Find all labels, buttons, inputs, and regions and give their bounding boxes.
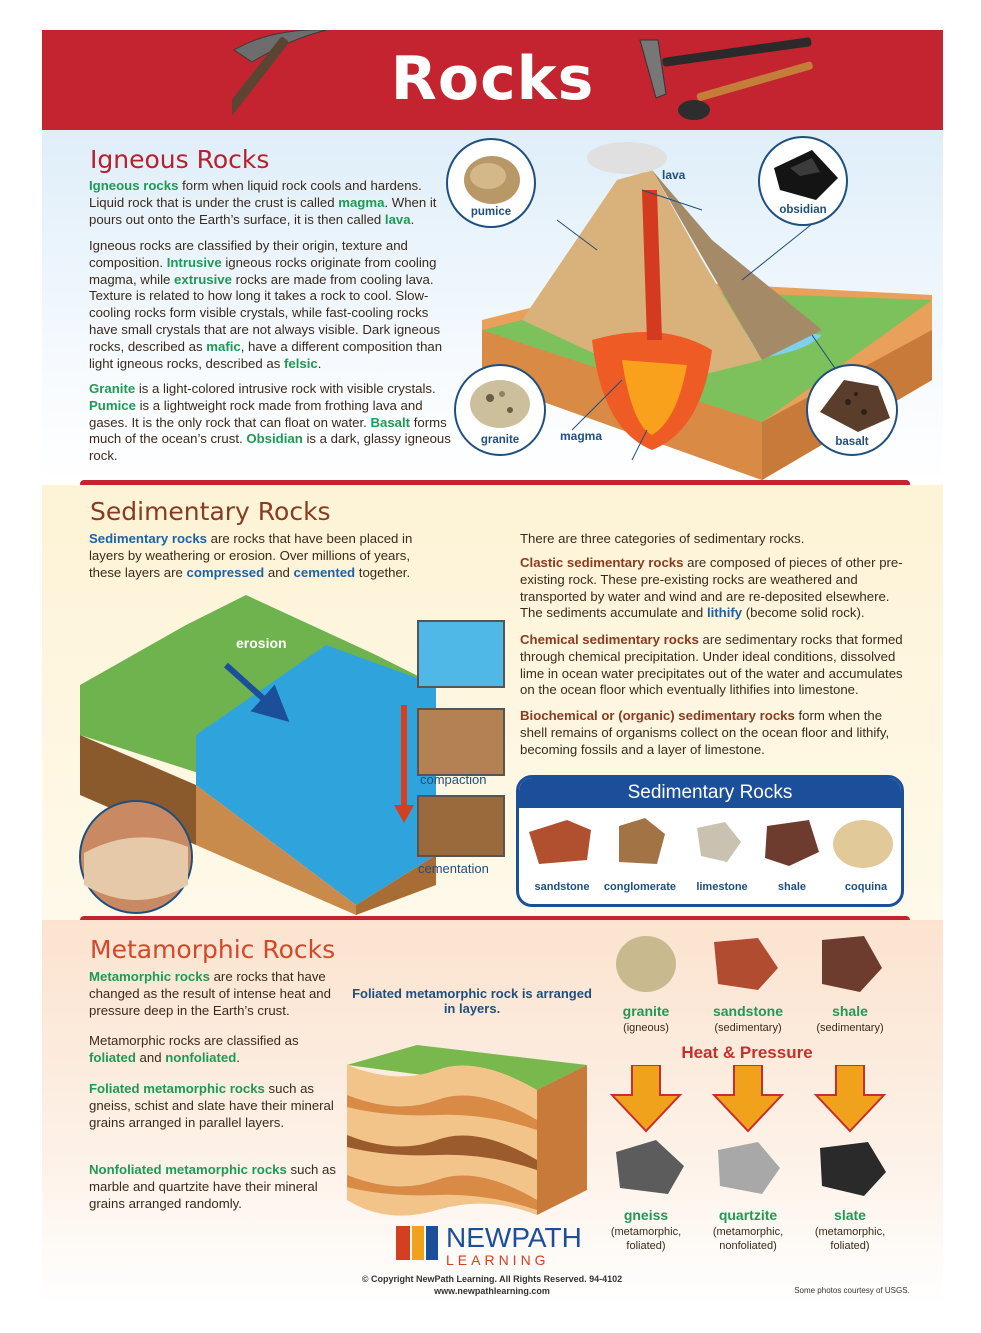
sedimentary-intro [520, 531, 905, 548]
text-run: form when the shell remains of organisms collect on the ocean floor and lithify, becoming fossils and a layer of limestone. [520, 708, 890, 757]
text-run: together. [355, 564, 411, 580]
slate-label: slate [834, 1207, 866, 1223]
text-run: Biochemical or (organic) sedimentary rocks [520, 708, 795, 723]
chemical-paragraph [520, 632, 905, 699]
text-run: are composed of pieces of other pre-existing rock. These pre-existing rocks are weathered and transported by water and wind and are re-deposited elsewhere. The sediments accumulate and [520, 555, 903, 621]
text-run: Foliated metamorphic rocks [89, 1081, 265, 1096]
text-run: lava [384, 211, 411, 227]
photo-credit: Some photos courtesy of USGS. [794, 1286, 910, 1295]
text-run: Igneous rocks are classified by their origin, texture and composition. [89, 238, 408, 270]
pumice-sample [446, 138, 536, 228]
text-run: Igneous rocks [89, 178, 179, 193]
pumice-label: pumice [470, 206, 512, 218]
gneiss-label: gneiss [623, 1207, 669, 1223]
text-run: mafic [206, 338, 241, 354]
rock-shale-label: shale [777, 881, 807, 893]
text-run: felsic [284, 355, 318, 371]
text-run: (become solid rock). [742, 605, 865, 621]
rock-sandstone-label: sandstone [534, 881, 590, 893]
text-run: Sedimentary rocks [89, 531, 208, 546]
text-run: There are three categories of sedimentary rocks. [520, 531, 805, 546]
text-run: such as gneiss, schist and slate have their mineral grains arranged in parallel layers. [89, 1081, 334, 1130]
slate-type-1: (metamorphic, [814, 1226, 886, 1238]
erosion-label: erosion [236, 635, 287, 651]
text-run: . [236, 1049, 240, 1065]
rock-hammer-icon [636, 36, 836, 132]
text-run: are rocks that have changed as the result of intense heat and pressure deep in the Earth’s crust. [89, 969, 331, 1018]
parent-rock-samples [608, 928, 918, 1000]
parent-sandstone-label: sandstone [712, 1003, 783, 1019]
text-run: such as marble and quartzite have their mineral grains arranged randomly. [89, 1162, 336, 1211]
text-run: igneous rocks originate from cooling magma, while [89, 254, 437, 287]
text-run: Metamorphic rocks [89, 969, 210, 984]
text-run: and [264, 564, 294, 580]
text-run: Intrusive [166, 254, 222, 270]
parent-shale-label: shale [832, 1003, 868, 1019]
text-run: . [410, 211, 415, 227]
sediment-stage-2 [417, 708, 505, 776]
rock-coquina-label: coquina [844, 881, 888, 893]
quartzite-type-1: (metamorphic, [712, 1226, 784, 1238]
clastic-paragraph [520, 555, 905, 622]
gneiss-type-1: (metamorphic, [610, 1226, 682, 1238]
text-run: . [317, 355, 322, 371]
logo-newpath: NEWPATH [446, 1222, 582, 1253]
metamorphic-heading: Metamorphic Rocks [90, 935, 336, 964]
parent-sandstone-type: (sedimentary) [714, 1022, 782, 1034]
igneous-paragraph-2 [89, 238, 459, 372]
basalt-sample [806, 364, 898, 456]
lava-label: lava [662, 168, 686, 182]
sedimentary-rocks-panel [516, 775, 904, 907]
newpath-logo-icon [394, 1224, 442, 1264]
text-run: nonfoliated [165, 1049, 237, 1065]
obsidian-sample [758, 136, 848, 226]
quartzite-label: quartzite [718, 1207, 778, 1223]
page-title: Rocks [390, 44, 595, 114]
granite-label: granite [480, 434, 520, 446]
quartzite-type-2: nonfoliated) [719, 1240, 777, 1252]
sedimentary-paragraph-1 [89, 531, 434, 581]
website-url: www.newpathlearning.com [434, 1286, 550, 1296]
sediment-stage-3 [417, 795, 505, 857]
text-run: magma [338, 194, 385, 210]
parent-granite-label: granite [622, 1003, 670, 1019]
sediment-stage-1 [417, 620, 505, 688]
text-run: form when liquid rock cools and hardens. Liquid rock that is under the crust is called [89, 178, 422, 210]
compaction-label: compaction [420, 772, 487, 787]
logo-learning: LEARNING [446, 1252, 550, 1268]
basalt-label: basalt [835, 436, 869, 448]
text-run: is a dark, glassy igneous rock. [89, 431, 451, 464]
biochemical-paragraph [520, 708, 905, 758]
text-run: rocks are made from cooling lava. Texture is related to how long it takes a rock to cool. Slow-cooling rocks form visible crystals, while fast-cooling rocks have small crystals that are not always visible. Dark igneous rocks, described as [89, 271, 441, 354]
poster [42, 30, 943, 1305]
foliated-layers-diagram [337, 1025, 622, 1225]
text-run: is a lightweight rock made from frothing lava and gases. It is the only rock that can float on water. [89, 397, 423, 430]
cementation-label: cementation [418, 861, 489, 876]
slate-type-2: foliated) [830, 1240, 870, 1252]
text-run: Chemical sedimentary rocks [520, 632, 699, 647]
text-run: Obsidian [246, 431, 303, 447]
sedimentary-panel-title: Sedimentary Rocks [519, 778, 901, 808]
text-run: compressed [186, 564, 265, 580]
igneous-paragraph-3 [89, 381, 459, 465]
text-run: , have a different composition than light igneous rocks, described as [89, 338, 443, 371]
text-run: forms much of the ocean’s crust. [89, 414, 447, 447]
copyright-text: © Copyright NewPath Learning. All Rights Reserved. 94-4102 [361, 1274, 623, 1284]
text-run: Metamorphic rocks are classified as [89, 1033, 299, 1048]
gneiss-type-2: foliated) [626, 1240, 666, 1252]
text-run: are rocks that have been placed in layers by weathering or erosion. Over millions of years, these layers are [89, 531, 413, 580]
arrow-down-icon [608, 1065, 918, 1135]
text-run: Pumice [89, 397, 136, 413]
magma-label: magma [560, 429, 603, 443]
text-run: cemented [293, 564, 356, 580]
text-run: Clastic sedimentary rocks [520, 555, 684, 570]
parent-granite-type: (igneous) [623, 1022, 669, 1034]
text-run: foliated [89, 1049, 136, 1065]
text-run: lithify [706, 605, 743, 621]
text-run: and [135, 1049, 166, 1065]
granite-sample [454, 364, 546, 456]
parent-shale-type: (sedimentary) [816, 1022, 884, 1034]
obsidian-label: obsidian [779, 204, 827, 216]
text-run: Nonfoliated metamorphic rocks [89, 1162, 287, 1177]
text-run: Granite [89, 381, 136, 396]
text-run: . When it pours out onto the Earth’s surface, it is then called [89, 194, 437, 227]
metamorphic-paragraph-4 [89, 1162, 339, 1212]
igneous-paragraph-1 [89, 178, 459, 228]
text-run: are sedimentary rocks that formed through chemical precipitation. Under ideal conditions, dissolved lime in ocean water precipitates out of the water and accumulates on the ocean floor which eventually lithifies into limestone. [520, 632, 903, 698]
sedimentary-rock-samples [519, 812, 901, 872]
sedimentary-heading: Sedimentary Rocks [90, 497, 331, 526]
pickaxe-icon [232, 30, 352, 140]
text-run: Basalt [370, 414, 411, 430]
text-run: extrusive [174, 271, 232, 287]
rock-conglomerate-label: conglomerate [603, 881, 677, 893]
heat-pressure-label: Heat & Pressure [681, 1043, 813, 1062]
metamorphic-paragraph-3 [89, 1081, 339, 1131]
foliated-caption: Foliated metamorphic rock is arranged in layers. [352, 986, 592, 1016]
igneous-heading: Igneous Rocks [90, 145, 270, 174]
metamorphic-paragraph-2 [89, 1033, 339, 1067]
rock-limestone-label: limestone [696, 881, 748, 893]
metamorphic-rock-samples [608, 1132, 918, 1204]
metamorphic-paragraph-1 [89, 969, 339, 1019]
text-run: is a light-colored intrusive rock with visible crystals. [135, 381, 436, 396]
